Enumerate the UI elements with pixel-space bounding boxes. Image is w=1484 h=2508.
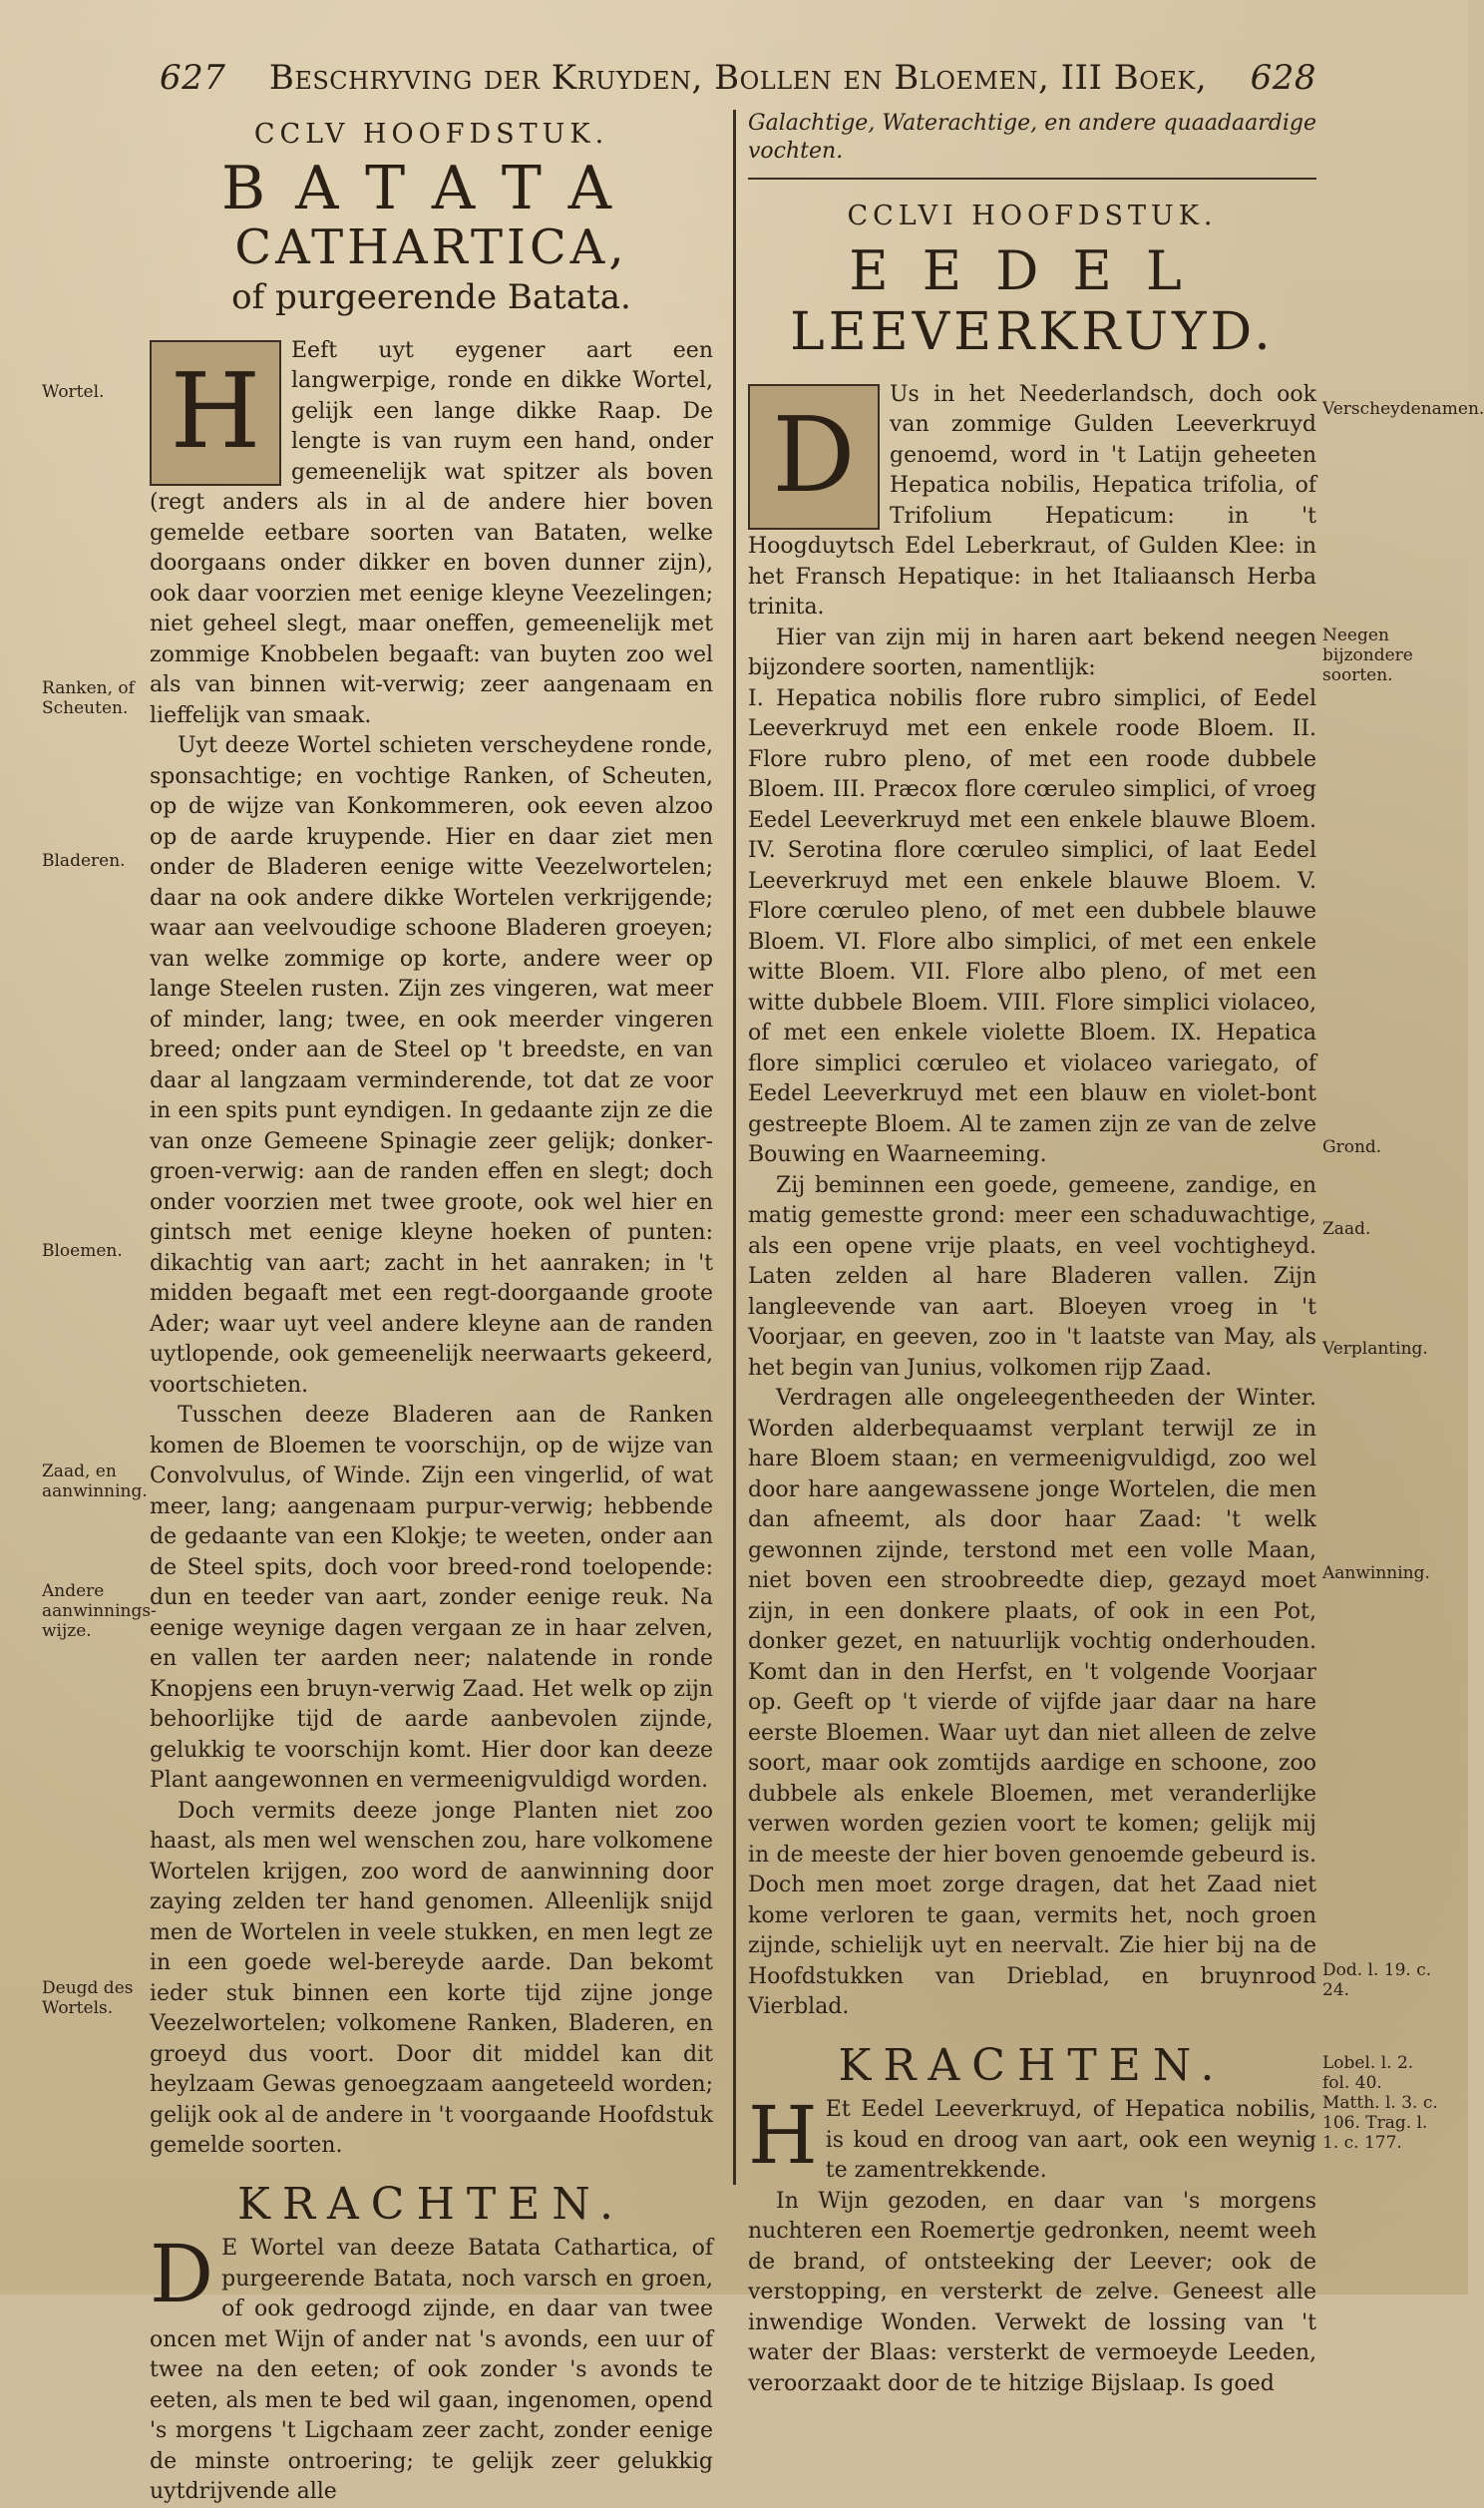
margin-note: Neegen bijzondere soorten. — [1322, 626, 1413, 685]
margin-note: Andere aanwinnings-wijze. — [42, 1581, 157, 1641]
margin-note: Wortel. — [42, 382, 105, 402]
initial-letter: D — [772, 393, 856, 516]
left-column — [150, 110, 713, 2508]
paragraph: Zij beminnen een goede, gemeene, zandige, en matig gemestte grond: meer een schaduwachtige, als een opene vrije plaats, en veel vochtigheyd. Laten zelden al hare Bladeren vallen. Zijn langleevende van aart. Bloeyen vroeg in 't Voorjaar, en geeven, zoo in 't laatste van May, als het begin van Junius, volkomen rijp Zaad. — [748, 1172, 1316, 1381]
paragraph: Et Eedel Leeverkruyd, of Hepatica nobilis, is koud en droog van aart, ook een weynig te zamentrekkende. — [825, 2097, 1316, 2183]
paragraph: Uyt deeze Wortel schieten verscheydene ronde, sponsachtige; en vochtige Ranken, of Scheuten, op de wijze van Konkommeren, ook eeven alzoo op de aarde kruypende. Hier en daar ziet men onder de Bladeren eenige witte Veezelwortelen; daar na ook andere dikke Wortelen verkrijgende; waar aan veelvoudige schoone Bladeren groeyen; van welke zommige op korte, andere weer op lange Steelen rusten. Zijn zes vingeren, wat meer of minder, lang; twee, en ook meerder vingeren breed; onder aan de Steel op 't breedste, en van daar al langzaam verminderende, tot dat ze voor in een spits punt eyndigen. In gedaante zijn ze die van onze Gemeene Spinagie zeer gelijk; donker-groen-verwig: aan de randen effen en slegt; doch onder voorzien met twee groote, ook wel hier en gintsch met eenige kleyne hoeken of punten: dikachtig van aart; zacht in het aanraken; in 't midden begaaft met een regt-doorgaande groote Ader; waar uyt veel andere kleyne aan de randen uytlopende, ook gemeenelijk neerwaarts gekeerd, voortschieten. — [150, 733, 713, 1398]
chapter-heading: CCLVI HOOFDSTUK. — [847, 201, 1218, 231]
horizontal-rule — [748, 178, 1316, 180]
paragraph: Doch vermits deeze jonge Planten niet zoo haast, als men wel wenschen zou, hare volkomene Wortelen krijgen, zoo word de aanwinning door zaying zelden ter hand genomen. Alleenlijk snijd men de Wortelen in veele stukken, en men legt ze in een goede wel-bereyde aarde. Dan bekomt ieder stuk binnen een korte tijd zijne jonge Veezelwortelen; volkomene Ranken, Bladeren, en groeyd dus voort. Door dit middel kan dit heylzaam Gewas genoegzaam aangeteeld worden; gelijk ook al de andere in 't voorgaande Hoofdstuk gemelde soorten. — [150, 1798, 713, 2158]
running-header — [160, 58, 1316, 98]
running-title: Beschryving der Kruyden, Bollen en Bloemen, III Boek, — [268, 58, 1208, 98]
margin-note: Deugd des Wortels. — [42, 1978, 134, 2018]
margin-note: Dod. l. 19. c. 24. — [1322, 1960, 1432, 2000]
margin-note: Verplanting. — [1322, 1339, 1428, 1359]
chapter-title-line1: BATATA — [221, 153, 641, 223]
margin-note: Lobel. l. 2. fol. 40. Matth. l. 3. c. 106. Trag. l. 1. c. 177. — [1322, 2053, 1438, 2153]
chapter-heading: CCLV HOOFDSTUK. — [253, 119, 609, 150]
initial-letter: H — [170, 349, 261, 472]
right-column — [748, 110, 1316, 2399]
initial-letter: D — [150, 2228, 214, 2320]
chapter-title-line2: LEEVERKRUYD. — [790, 301, 1275, 362]
margin-note: Zaad. — [1322, 1219, 1371, 1239]
paragraph: Hier van zijn mij in haren aart bekend neegen bijzondere soorten, namentlijk: — [748, 625, 1316, 680]
decorated-initial — [150, 340, 281, 486]
margin-note: Verscheydenamen. — [1322, 399, 1484, 419]
paragraph: In Wijn gezoden, en daar van 's morgens nuchteren een Roemertje gedronken, neemt weeh de brand, of ontsteeking der Leever; ook de verstopping, en versterkt de zelve. Geneest alle inwendige Wonden. Verwekt de lossing van 't water der Blaas: versterkt de vermoeyde Leeden, veroorzaakt door de te hitzige Bijslaap. Is goed — [748, 2188, 1316, 2396]
margin-note: Bloemen. — [42, 1241, 123, 1261]
margin-note: Grond. — [1322, 1137, 1382, 1157]
margin-note: Bladeren. — [42, 851, 126, 871]
paragraph: Eeft uyt eygener aart een langwerpige, ronde en dikke Wortel, gelijk een lange dikke Raap. De lengte is van ruym een hand, onder gemeenelijk wat spitzer als boven (regt anders als in al de andere hier boven gemelde eetbare soorten van Bataten, welke doorgaans onder dikker en boven dunner zijn), ook daar voorzien met eenige kleyne Veezelingen; niet geheel slegt, maar oneffen, gemeenelijk met zommige Knobbelen begaaft: van buyten zoo wel als van binnen wit-verwig; zeer aangenaam en lieffelijk van smaak. — [150, 337, 713, 728]
section-heading: KRACHTEN. — [237, 2178, 625, 2230]
initial-letter: H — [748, 2089, 818, 2182]
margin-note: Aanwinning. — [1322, 1563, 1430, 1583]
margin-note: Zaad, en aanwinning. — [42, 1462, 148, 1501]
left-page-number: 627 — [160, 58, 226, 98]
decorated-initial — [748, 384, 880, 530]
margin-note: Ranken, of Scheuten. — [42, 678, 135, 718]
paragraph: Tusschen deeze Bladeren aan de Ranken komen de Bloemen te voorschijn, op de wijze van Convolvulus, of Winde. Zijn een vingerlid, of wat meer, lang; aangenaam purpur-verwig; hebbende de gedaante van een Klokje; te weeten, onder aan de Steel spits, doch voor breed-rond toelopende: dun en teeder van aart, zonder eenige reuk. Na eenige weynige dagen vergaan ze in haar zelven, en vallen ter aarden neer; nalatende in ronde Knopjens een bruyn-verwig Zaad. Het welk op zijn behoorlijke tijd de aarde aanbevolen zijnde, gelukkig te voorschijn komt. Hier door kan deeze Plant aangewonnen en vermeenigvuldigd worden. — [150, 1403, 713, 1793]
chapter-subtitle: of purgeerende Batata. — [231, 276, 631, 317]
section-heading: KRACHTEN. — [838, 2039, 1227, 2091]
column-divider — [733, 110, 736, 2185]
paragraph: Verdragen alle ongeleegentheeden der Winter. Worden alderbequaamst verplant terwijl ze in hare Bloem staan; en vermeenigvuldigd, zoo wel door hare aangewassene jonge Wortelen, die men dan afneemt, als door haar Zaad: 't welk gewonnen zijnde, terstond met een volle Maan, niet boven een stroobreedte diep, gezayd moet zijn, in een donkere plaats, of ook in een Pot, donker gezet, en natuurlijk vochtig onderhouden. Komt dan in den Herfst, en 't volgende Voorjaar op. Geeft op 't vierde of vijfde jaar daar na hare eerste Bloemen. Waar uyt dan niet alleen de zelve soort, maar ook zomtijds aardige en schoone, zoo dubbele als enkele Bloemen, met veranderlijke verwen worden gezien voort te komen; gelijk mij in de meeste der hier boven genoemde gebeurd is. Doch men moet zorge dragen, dat het Zaad niet kome verloren te gaan, vermits het, noch groen zijnde, schielijk uyt en neervalt. Zie hier bij na de Hoofdstukken van Drieblad, en bruynrood Vierblad. — [748, 1386, 1316, 2019]
paragraph: E Wortel van deeze Batata Cathartica, of purgeerende Batata, noch varsch en groen, of ook gedroogd zijnde, en daar van twee oncen met Wijn of ander nat 's avonds, een uur of twee na den eeten; of ook zonder 's avonds te eeten, als men te bed wil gaan, ingenomen, opend 's morgens 't Ligchaam zeer zacht, zonder eenige de minste ontroering; te gelijk zeer gelukkig uytdrijvende alle — [150, 2236, 713, 2504]
continued-text: Galachtige, Waterachtige, en andere quaadaardige vochten. — [748, 111, 1316, 164]
chapter-title-line1: EEDEL — [849, 238, 1216, 302]
chapter-title-line2: CATHARTICA, — [234, 218, 628, 275]
paragraph: I. Hepatica nobilis flore rubro simplici, of Eedel Leeverkruyd met een enkele roode Bloem. II. Flore rubro pleno, of met een roode dubbele Bloem. III. Præcox flore cœruleo simplici, of vroeg Eedel Leeverkruyd met een enkele blauwe Bloem. IV. Serotina flore cœruleo simplici, of laat Eedel Leeverkruyd met een enkele blauwe Bloem. V. Flore cœruleo pleno, of met een dubbele blauwe Bloem. VI. Flore albo simplici, of met een enkele witte Bloem. VII. Flore albo pleno, of met een witte dubbele Bloem. VIII. Flore simplici violaceo, of met een enkele violette Bloem. IX. Hepatica flore simplici cœruleo et violaceo variegato, of Eedel Leeverkruyd met een blauw en violet-bont gestreepte Bloem. Al te zamen zijn ze van de zelve Bouwing en Waarneeming. — [748, 685, 1316, 1167]
paragraph: Us in het Neederlandsch, doch ook van zommige Gulden Leeverkruyd genoemd, word in 't Latijn geheeten Hepatica nobilis, Hepatica trifolia, of Trifolium Hepaticum: in 't Hoogduytsch Edel Leberkraut, of Gulden Klee: in het Fransch Hepatique: in het Italiaansch Herba trinita. — [748, 381, 1316, 620]
right-page-number: 628 — [1250, 58, 1316, 98]
